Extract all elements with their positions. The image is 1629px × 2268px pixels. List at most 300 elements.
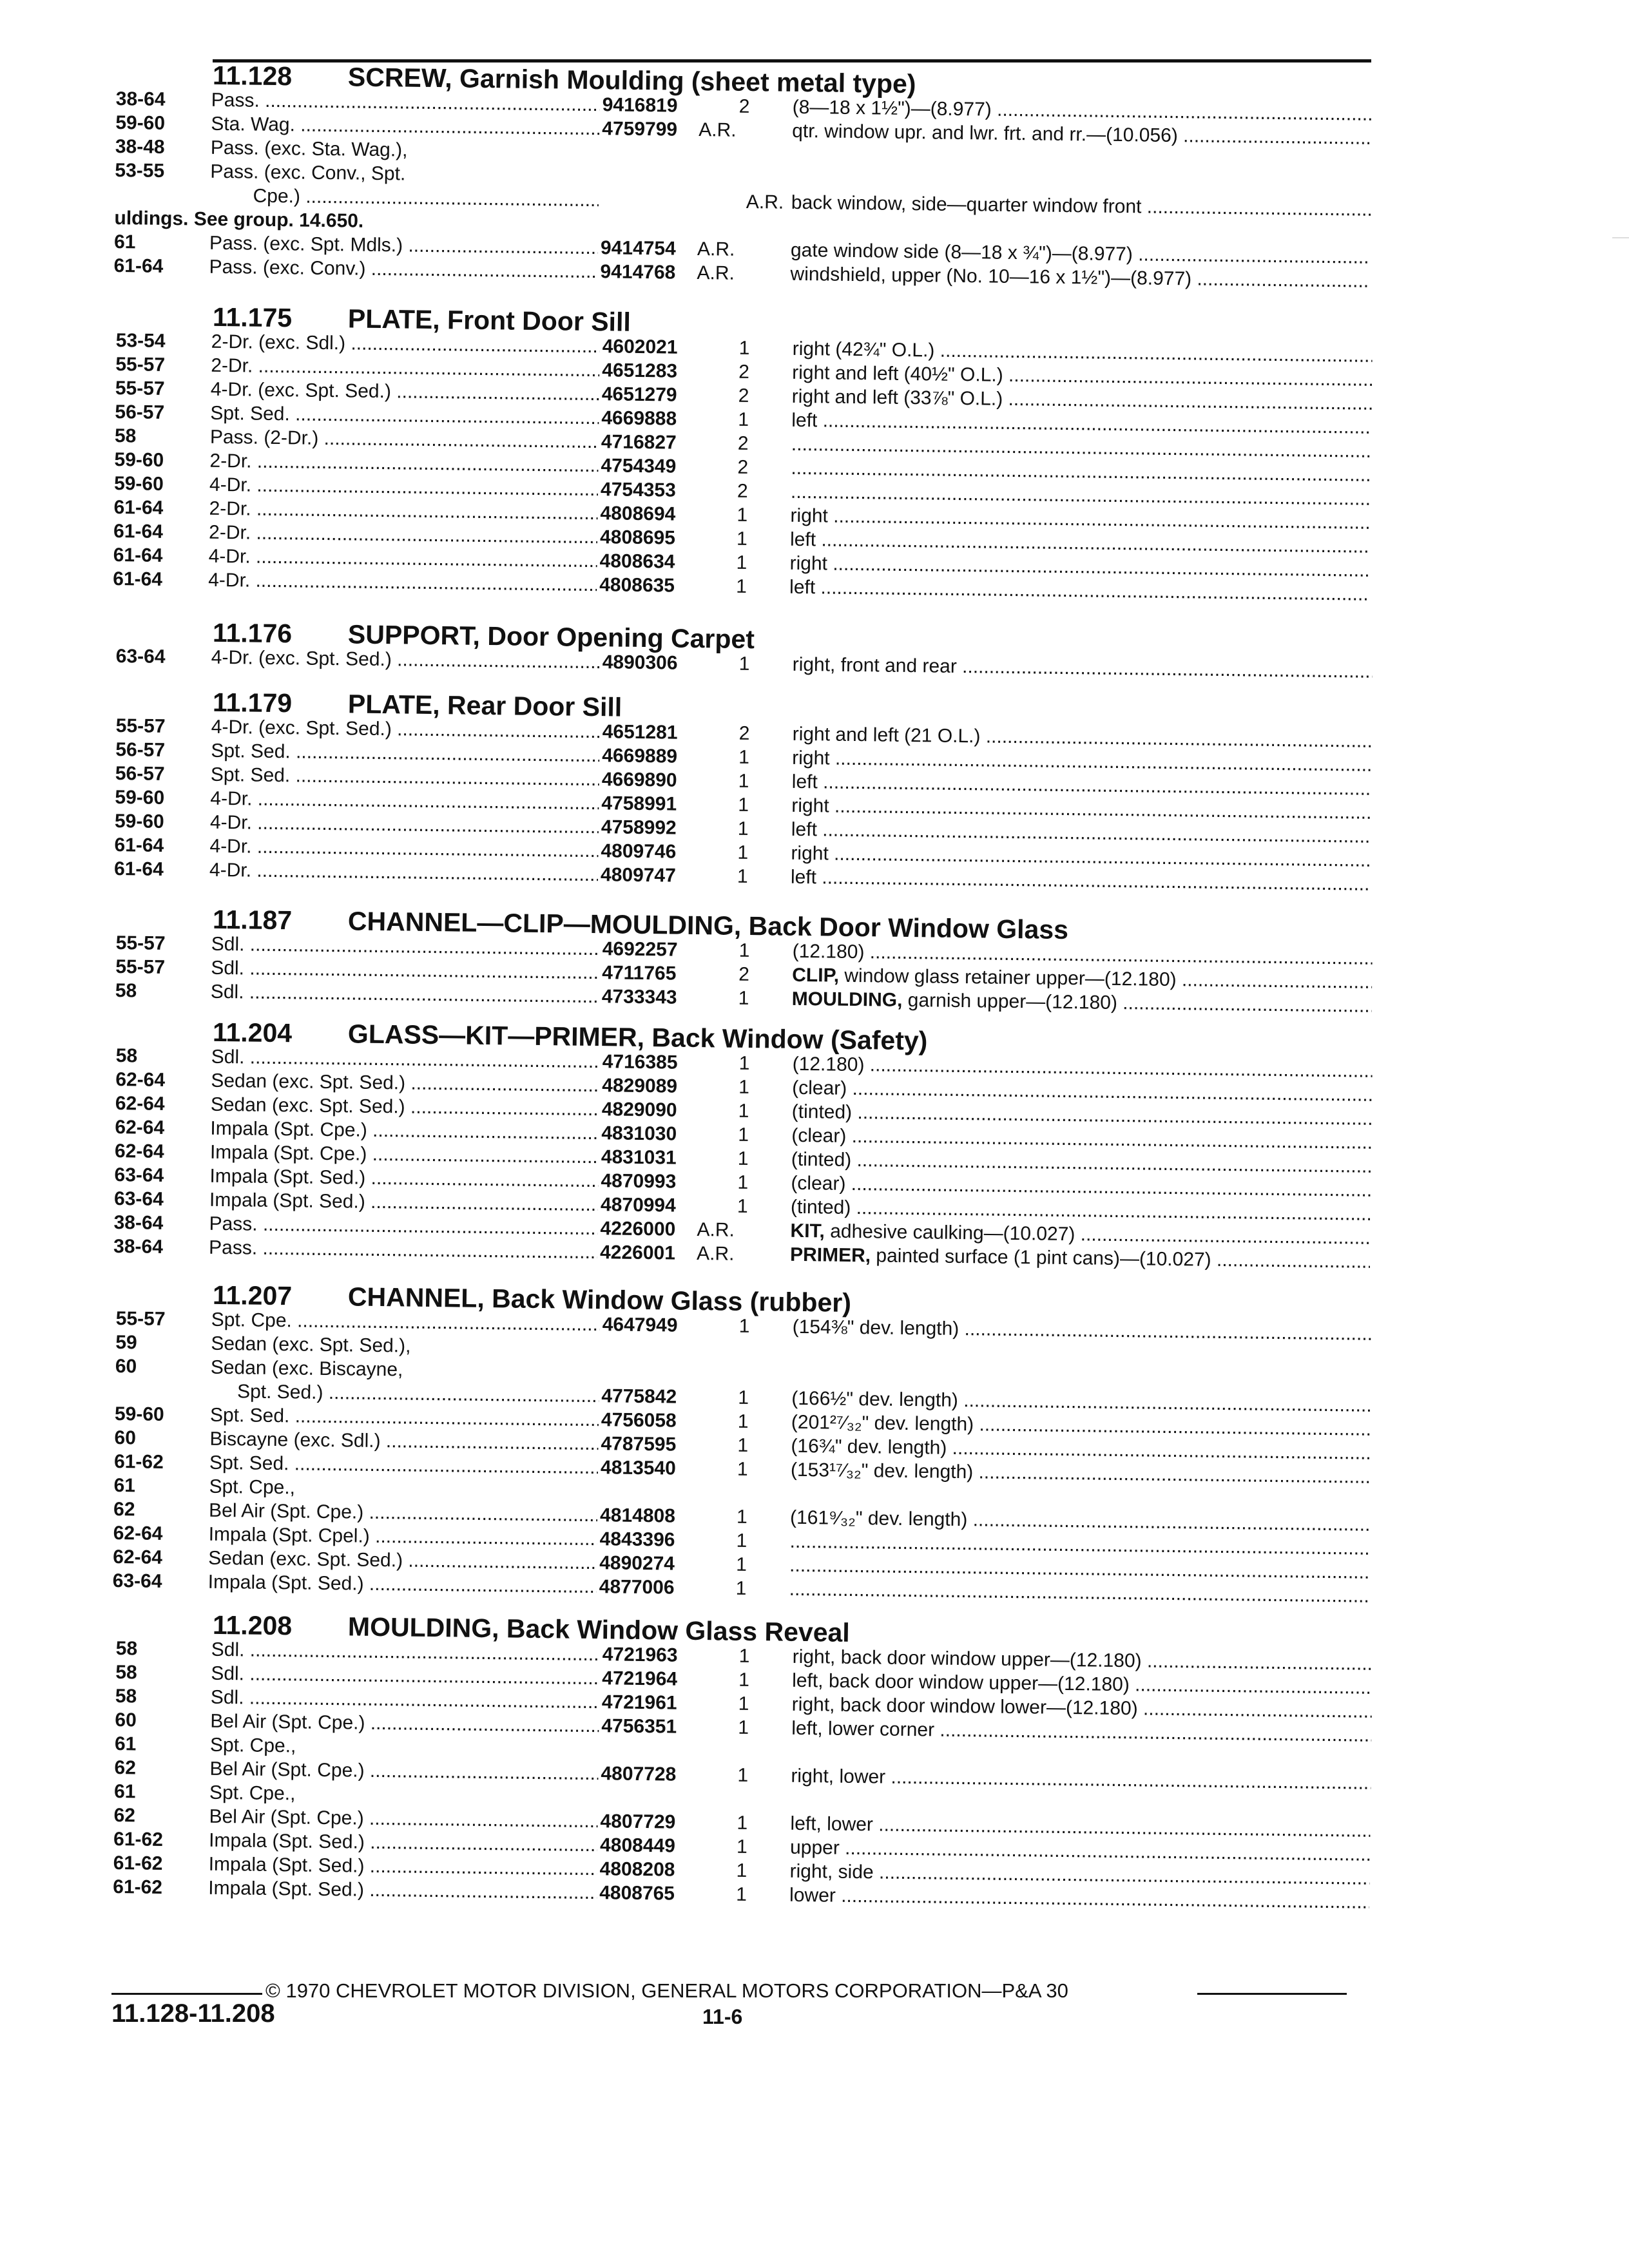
- model-description-text: 4-Dr. (exc. Spt. Sed.): [211, 716, 392, 740]
- model-years: 38-48: [115, 135, 165, 158]
- model-years: 58: [114, 425, 137, 447]
- quantity: 1: [738, 1669, 750, 1691]
- quantity: 1: [736, 1860, 747, 1881]
- model-years: 63-64: [112, 1570, 162, 1592]
- remark-text: right and left (33⅞" O.L.): [791, 385, 1003, 410]
- model-years: 59-60: [115, 786, 165, 809]
- remark-text: left: [791, 771, 818, 793]
- quantity: 1: [737, 504, 748, 526]
- part-number: 4813540: [600, 1457, 676, 1479]
- part-number: 4775842: [601, 1385, 677, 1408]
- model-description-text: Pass.: [209, 1213, 258, 1235]
- part-number: 4754349: [601, 455, 677, 477]
- footer-copyright: © 1970 CHEVROLET MOTOR DIVISION, GENERAL MOTORS CORPORATION—P&A 30: [265, 1979, 1068, 2002]
- quantity: 1: [738, 939, 750, 962]
- model-description: [211, 980, 599, 1008]
- model-description-text: Pass. (2-Dr.): [209, 426, 319, 449]
- quantity: 1: [738, 1716, 749, 1739]
- quantity: 1: [738, 987, 749, 1010]
- part-number: 4814808: [599, 1504, 676, 1527]
- model-years: 61: [113, 1780, 136, 1803]
- section-number: 11.175: [212, 302, 293, 333]
- part-number: 4808695: [599, 526, 676, 549]
- remark-text: garnish upper—(12.180): [902, 989, 1118, 1014]
- model-description: [209, 858, 598, 887]
- remark-text: left, back door window upper—(12.180): [792, 1669, 1130, 1696]
- model-years: 59-60: [113, 472, 164, 495]
- quantity: 1: [738, 794, 749, 816]
- remark-text: right: [792, 747, 830, 769]
- quantity: 2: [738, 361, 750, 383]
- page-number: 11-6: [702, 2005, 743, 2028]
- part-number: 4716385: [602, 1051, 678, 1073]
- model-description-text: Cpe.): [209, 184, 301, 207]
- part-number: 4808634: [599, 550, 675, 573]
- model-years: 62: [114, 1756, 137, 1779]
- remark-text: right: [791, 794, 829, 817]
- model-years: 59-60: [115, 111, 166, 134]
- remark-text: (tinted): [790, 1196, 851, 1218]
- quantity: 1: [737, 865, 748, 887]
- section-title: SUPPORT, Door Opening Carpet: [347, 619, 755, 655]
- quantity: 1: [737, 1764, 749, 1787]
- model-years: 63-64: [115, 645, 166, 668]
- model-description-text: Impala (Spt. Sed.): [207, 1571, 364, 1595]
- quantity: 1: [738, 408, 749, 431]
- model-years: 55-57: [115, 956, 166, 978]
- part-number: 4831030: [601, 1122, 677, 1145]
- model-years: 61-64: [113, 520, 164, 543]
- model-description: [209, 1236, 597, 1264]
- section-11.208: [113, 1610, 1373, 1907]
- model-years: 61-64: [113, 255, 164, 277]
- quantity: 1: [736, 1506, 747, 1528]
- model-description-text: Spt. Sed.): [210, 1380, 323, 1403]
- part-number: 4808694: [600, 503, 676, 525]
- part-number: 4758992: [601, 816, 677, 839]
- remark-text: (clear): [792, 1077, 847, 1099]
- remark-part-name: KIT,: [790, 1220, 825, 1242]
- part-number: 4692257: [602, 938, 678, 961]
- footer-rule-left: [111, 1993, 262, 1995]
- model-description-text: Pass.: [208, 1236, 258, 1259]
- model-years: 61: [113, 231, 136, 253]
- section-range: 11.128-11.208: [111, 1999, 275, 2028]
- quantity: 1: [736, 528, 747, 550]
- remark-text: windshield, upper (No. 10—16 x 1½")—(8.977): [790, 263, 1192, 290]
- quantity: 1: [737, 1148, 749, 1170]
- remark-text: right: [791, 842, 829, 865]
- remark-text: left: [791, 818, 818, 841]
- model-years: 53-54: [115, 329, 166, 352]
- model-description-text: Impala (Spt. Cpel.): [208, 1523, 370, 1547]
- part-number: 4831031: [601, 1146, 677, 1169]
- model-description-text: 4-Dr.: [209, 474, 252, 496]
- quantity: 1: [738, 337, 750, 360]
- remark-text: right and left (21 O.L.): [792, 723, 981, 747]
- model-description-text: Spt. Cpe.,: [209, 1782, 296, 1805]
- part-number: 4758991: [601, 793, 677, 815]
- model-description-text: Impala (Spt. Sed.): [208, 1877, 365, 1901]
- part-number: 4733343: [601, 986, 677, 1008]
- remark-text: lower: [789, 1884, 836, 1907]
- remark-text: (201²⁷⁄₃₂" dev. length): [791, 1411, 974, 1436]
- part-number: 4870994: [600, 1194, 676, 1216]
- section-title: PLATE, Front Door Sill: [347, 303, 631, 337]
- section-11.207: [112, 1280, 1373, 1599]
- model-description-text: 2-Dr.: [208, 521, 251, 544]
- model-description-text: Spt. Sed.: [210, 764, 291, 787]
- remark-text: left: [790, 866, 817, 889]
- model-years: 61-62: [113, 1828, 164, 1850]
- footer-rule-right: [1197, 1993, 1347, 1995]
- part-number: 4877006: [599, 1576, 675, 1599]
- model-description-text: 4-Dr.: [209, 859, 252, 881]
- remark-text: right: [790, 505, 829, 527]
- quantity: 1: [735, 575, 747, 597]
- model-years: 60: [114, 1427, 137, 1449]
- model-description-text: Impala (Spt. Sed.): [208, 1853, 365, 1877]
- remark-text: (tinted): [791, 1148, 852, 1171]
- part-number: 4870993: [601, 1170, 677, 1193]
- model-years: 62-64: [114, 1140, 164, 1162]
- part-number: 4721964: [602, 1667, 678, 1690]
- model-years: 58: [115, 1044, 138, 1067]
- section-title: GLASS—KIT—PRIMER, Back Window (Safety): [347, 1019, 928, 1056]
- quantity: A.R.: [697, 262, 735, 284]
- quantity: 1: [736, 552, 747, 573]
- remark-text: (154⅜" dev. length): [792, 1316, 959, 1340]
- model-description-text: Sdl.: [210, 981, 244, 1003]
- part-number: 4756351: [601, 1715, 677, 1738]
- quantity: 1: [738, 770, 749, 793]
- section-11.204: [113, 1017, 1373, 1271]
- model-years: 55-57: [115, 377, 165, 399]
- margin-mark: [1612, 237, 1629, 238]
- model-description-text: Sedan (exc. Spt. Sed.): [208, 1547, 403, 1571]
- section-number: 11.207: [212, 1280, 293, 1311]
- part-number: 4669889: [602, 745, 678, 767]
- model-description-text: Sedan (exc. Biscayne,: [210, 1356, 403, 1381]
- model-years: 61-62: [113, 1450, 164, 1473]
- model-description-text: Spt. Cpe.,: [209, 1475, 296, 1499]
- model-description-text: 2-Dr.: [211, 354, 253, 377]
- part-rows: [113, 87, 1372, 293]
- part-number: 9414768: [600, 261, 676, 284]
- model-description: [208, 1570, 597, 1599]
- section-number: 11.128: [212, 60, 293, 91]
- part-number: 4843396: [599, 1528, 675, 1551]
- part-rows: [113, 1637, 1373, 1914]
- quantity: 1: [735, 1883, 747, 1905]
- quantity: 1: [735, 1577, 747, 1599]
- model-description-text: 4-Dr. (exc. Spt. Sed.): [211, 646, 392, 671]
- model-description-text: Spt. Sed.: [210, 402, 291, 425]
- part-number: 4890306: [602, 651, 678, 674]
- model-years: 63-64: [113, 1187, 164, 1210]
- remark-text: adhesive caulking—(10.027): [824, 1220, 1075, 1245]
- model-years: 61-62: [113, 1876, 163, 1898]
- quantity: A.R.: [699, 119, 737, 141]
- part-number: 4754353: [600, 479, 676, 501]
- remark-text: (16¾" dev. length): [791, 1435, 947, 1459]
- remark-text: (clear): [791, 1172, 846, 1195]
- model-years: 55-57: [115, 715, 166, 737]
- section-title: MOULDING, Back Window Glass Reveal: [347, 1611, 851, 1648]
- model-years: 60: [115, 1709, 137, 1731]
- model-description: [209, 255, 597, 284]
- quantity: 1: [738, 746, 750, 769]
- section-11.128: [113, 60, 1373, 290]
- model-description-text: Sdl.: [211, 1639, 245, 1661]
- section-title: SCREW, Garnish Moulding (sheet metal type): [347, 62, 916, 99]
- part-rows: [114, 714, 1373, 896]
- part-number: 4647949: [602, 1314, 678, 1336]
- part-number: 4808208: [599, 1858, 675, 1881]
- quantity: A.R.: [746, 191, 784, 213]
- model-years: 55-57: [115, 932, 166, 954]
- model-description: [211, 646, 600, 674]
- model-description-text: 2-Dr.: [209, 497, 251, 520]
- model-description-text: Pass. (exc. Conv., Spt.: [210, 160, 406, 185]
- remark-text: left: [789, 576, 816, 599]
- remark-text: (161⁹⁄₃₂" dev. length): [789, 1506, 968, 1531]
- quantity: 1: [738, 1645, 750, 1667]
- model-years: 59-60: [114, 1403, 164, 1425]
- quantity: 1: [738, 1052, 750, 1075]
- model-years: 61-62: [113, 1852, 163, 1874]
- quantity: A.R.: [697, 238, 735, 260]
- part-number: 4669890: [601, 769, 677, 791]
- model-description-text: Spt. Sed.: [209, 1404, 290, 1427]
- part-number: 4602021: [602, 336, 678, 358]
- model-description-text: Pass.: [211, 89, 260, 111]
- model-description-text: 4-Dr.: [208, 569, 251, 591]
- model-years: 38-64: [115, 88, 166, 110]
- model-years: 62-64: [113, 1522, 163, 1544]
- remark-text: left, lower corner: [791, 1717, 935, 1741]
- remark-text: (166½" dev. length): [791, 1387, 959, 1411]
- remark-text: right and left (40½" O.L.): [792, 361, 1003, 386]
- model-description-text: Pass. (exc. Spt. Mdls.): [209, 232, 403, 256]
- part-number: 4669888: [601, 407, 677, 430]
- model-description-text: Biscayne (exc. Sdl.): [209, 1428, 381, 1452]
- model-years: 58: [115, 979, 137, 1002]
- model-years: 38-64: [113, 1211, 164, 1234]
- model-description-text: Spt. Sed.: [209, 1452, 289, 1475]
- part-rows: [113, 1307, 1373, 1608]
- remark-text: gate window side (8—18 x ¾")—(8.977): [790, 239, 1133, 265]
- model-description-text: Impala (Spt. Cpe.): [209, 1141, 367, 1165]
- model-description-text: Impala (Spt. Cpe.): [210, 1117, 368, 1141]
- section-11.176: [115, 617, 1373, 677]
- remark-text: (153¹⁷⁄₃₂" dev. length): [790, 1459, 974, 1483]
- part-number: 4226000: [600, 1218, 676, 1240]
- part-number: 4890274: [599, 1552, 675, 1575]
- part-number: 4807728: [601, 1763, 677, 1785]
- section-number: 11.208: [212, 1610, 293, 1641]
- model-description-text: Bel Air (Spt. Cpe.): [209, 1805, 364, 1829]
- part-number: 4809746: [601, 840, 677, 863]
- part-number: 9416819: [602, 94, 678, 117]
- model-description: [208, 1876, 597, 1905]
- quantity: 1: [737, 1410, 749, 1433]
- model-description-text: 4-Dr. (exc. Spt. Sed.): [210, 378, 392, 403]
- model-description-text: Sdl.: [211, 933, 245, 956]
- remark-text: back window, side—quarter window front: [791, 191, 1142, 218]
- model-years: 61: [114, 1733, 137, 1755]
- model-years: 62: [113, 1804, 136, 1827]
- model-years: 63-64: [114, 1164, 164, 1186]
- quantity: 1: [738, 1315, 750, 1338]
- part-number: 4756058: [601, 1409, 677, 1432]
- section-number: 11.176: [212, 617, 293, 649]
- remark-part-name: PRIMER,: [789, 1244, 871, 1267]
- part-rows: [113, 1044, 1373, 1274]
- model-years: 60: [115, 1355, 137, 1378]
- model-years: 61-64: [113, 496, 164, 519]
- model-description-text: 4-Dr.: [210, 787, 253, 810]
- model-years: 61-64: [113, 858, 164, 880]
- part-number: 4809747: [600, 864, 676, 887]
- part-number: 4651283: [602, 360, 678, 382]
- model-years: 55-57: [115, 353, 166, 376]
- model-years: 62-64: [115, 1116, 165, 1139]
- model-description-text: Spt. Cpe.,: [209, 1734, 296, 1757]
- quantity: 1: [737, 841, 749, 864]
- model-years: 56-57: [115, 762, 165, 785]
- model-description-text: Sta. Wag.: [211, 113, 296, 136]
- part-rows: [113, 329, 1373, 606]
- model-years: 62-64: [115, 1092, 165, 1115]
- model-description-text: Sedan (exc. Spt. Sed.): [210, 1093, 405, 1118]
- model-description-text: Impala (Spt. Sed.): [208, 1829, 365, 1853]
- model-years: 56-57: [115, 738, 166, 761]
- quantity: 1: [738, 1100, 749, 1122]
- part-number: 4807729: [600, 1811, 676, 1833]
- remark-text: left: [789, 528, 816, 551]
- section-title: CHANNEL—CLIP—MOULDING, Back Door Window Glass: [347, 906, 1069, 945]
- remark-text: (clear): [791, 1124, 847, 1147]
- remark-text: right, back door window upper—(12.180): [792, 1646, 1142, 1672]
- quantity: 1: [738, 653, 750, 675]
- model-description-text: 4-Dr.: [208, 545, 251, 568]
- quantity: 1: [738, 1693, 749, 1715]
- quantity: 1: [737, 1812, 748, 1834]
- section-number: 11.179: [212, 687, 293, 718]
- remark-text: (12.180): [792, 940, 865, 963]
- section-number: 11.187: [212, 904, 293, 936]
- model-years: 59-60: [114, 810, 164, 832]
- part-number: 4808765: [599, 1882, 675, 1905]
- model-years: 62-64: [113, 1546, 163, 1568]
- quantity: 2: [738, 385, 749, 407]
- model-description-text: 2-Dr.: [209, 450, 252, 472]
- remark-text: (8—18 x 1½")—(8.977): [792, 96, 992, 120]
- quantity: 1: [738, 1387, 749, 1409]
- remark-text: painted surface (1 pint cans)—(10.027): [870, 1245, 1211, 1271]
- model-years: 61-64: [113, 568, 163, 590]
- remark-part-name: MOULDING,: [791, 988, 903, 1011]
- quantity: A.R.: [696, 1243, 735, 1265]
- model-description-text: Spt. Sed.: [211, 740, 291, 763]
- model-description-text: Pass. (exc. Conv.): [209, 256, 366, 280]
- part-number: 4711765: [602, 962, 677, 985]
- model-description-text: Bel Air (Spt. Cpe.): [209, 1758, 365, 1782]
- part-rows: [115, 931, 1373, 1018]
- part-number: 4651281: [602, 721, 678, 744]
- remark-text: right, lower: [791, 1765, 886, 1788]
- remark-text: qtr. window upr. and lwr. frt. and rr.—(10.056): [792, 120, 1179, 147]
- model-description: [208, 568, 597, 597]
- model-description-text: 4-Dr.: [209, 835, 252, 858]
- part-number: 4787595: [601, 1433, 677, 1456]
- model-years: 55-57: [115, 1307, 166, 1330]
- remark-text: right, front and rear: [792, 653, 958, 677]
- quantity: 1: [735, 1553, 747, 1575]
- model-years: 61-64: [113, 544, 163, 566]
- model-description-text: Sedan (exc. Spt. Sed.): [211, 1070, 406, 1094]
- model-years: 56-57: [115, 401, 165, 423]
- model-years: uldings. See group. 14.650.: [114, 207, 364, 232]
- model-years: 62-64: [115, 1068, 166, 1091]
- model-description-text: Impala (Spt. Sed.): [209, 1189, 366, 1213]
- quantity: 2: [737, 480, 748, 502]
- model-years: 53-55: [115, 159, 165, 182]
- model-description-text: 4-Dr.: [209, 811, 253, 834]
- model-years: 38-64: [113, 1235, 164, 1258]
- model-description-text: Sdl.: [211, 957, 245, 979]
- section-11.187: [115, 904, 1373, 1014]
- model-description-text: Sedan (exc. Spt. Sed.),: [211, 1332, 411, 1357]
- model-years: 59-60: [114, 448, 164, 471]
- quantity: 1: [737, 1195, 748, 1217]
- model-years: 59: [115, 1331, 137, 1354]
- remark-text: (tinted): [791, 1100, 853, 1123]
- model-years: 58: [115, 1661, 137, 1684]
- quantity: A.R.: [697, 1219, 735, 1241]
- quantity: 1: [738, 1076, 750, 1099]
- remark-text: (12.180): [792, 1053, 865, 1076]
- remark-text: right (42¾" O.L.): [792, 338, 935, 361]
- part-number: 4721961: [601, 1691, 677, 1714]
- model-years: 61: [113, 1474, 136, 1497]
- quantity: 1: [738, 1124, 749, 1146]
- remark-text: right: [789, 552, 828, 575]
- part-number: 4651279: [601, 383, 677, 406]
- part-number: 4829089: [602, 1075, 678, 1097]
- part-number: 4759799: [602, 118, 678, 140]
- part-number: 4721963: [602, 1644, 678, 1666]
- section-11.179: [113, 687, 1373, 889]
- remark-part-name: CLIP,: [792, 964, 840, 986]
- section-11.175: [113, 302, 1373, 599]
- model-description-text: Bel Air (Spt. Cpe.): [210, 1710, 365, 1734]
- quantity: 2: [737, 432, 749, 455]
- quantity: 2: [737, 456, 749, 479]
- quantity: 1: [736, 1836, 747, 1858]
- section-title: PLATE, Rear Door Sill: [347, 689, 622, 722]
- model-years: 58: [115, 1637, 138, 1660]
- remark-text: left, lower: [790, 1812, 874, 1836]
- remark-text: right, side: [789, 1860, 874, 1883]
- model-description-text: 2-Dr. (exc. Sdl.): [211, 331, 346, 354]
- remark-text: window glass retainer upper—(12.180): [838, 965, 1177, 991]
- section-number: 11.204: [212, 1017, 293, 1048]
- quantity: 2: [738, 963, 750, 986]
- quantity: 1: [737, 1434, 749, 1457]
- model-years: 61-64: [114, 834, 164, 856]
